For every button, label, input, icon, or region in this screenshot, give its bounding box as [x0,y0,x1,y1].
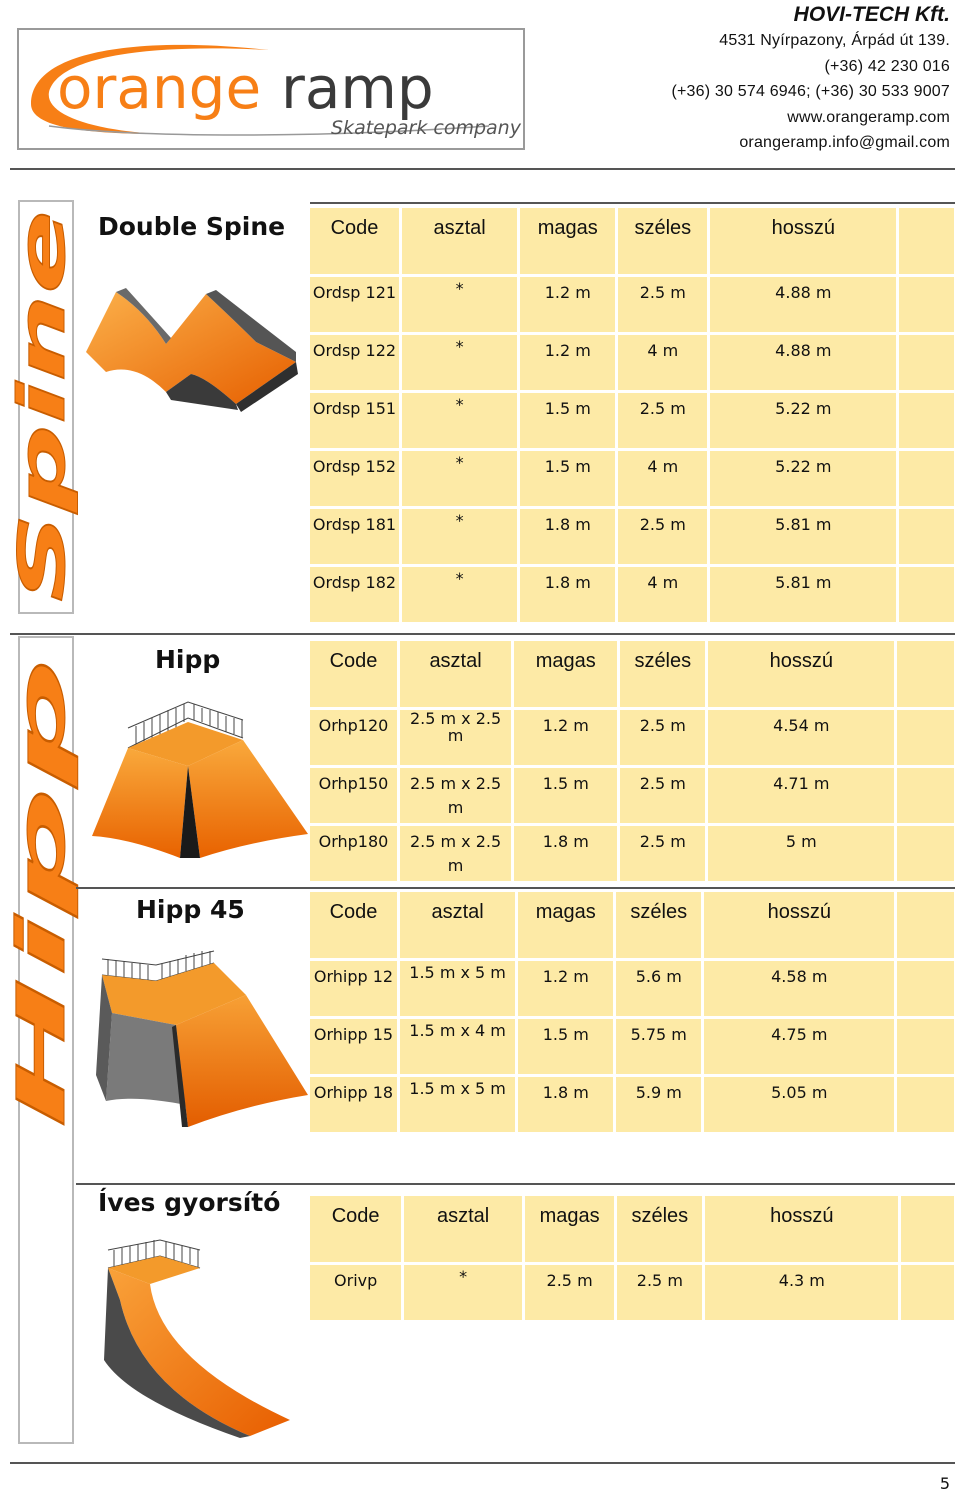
cell-hosszu: 4.3 m [705,1265,898,1320]
cell-asztal: 2.5 m x 2.5 m [400,710,511,765]
cell-magas: 2.5 m [525,1265,614,1320]
cell-szeles: 2.5 m [617,1265,702,1320]
cell-magas: 1.2 m [514,710,617,765]
cell-magas: 1.2 m [518,961,613,1016]
cell-magas: 1.5 m [520,451,615,506]
cell-code: Ordsp 181 [310,509,399,564]
header-divider [10,168,955,170]
table-row [310,335,954,390]
logo-text-orange: orange [57,54,262,122]
cell-magas: 1.8 m [520,567,615,622]
col-header-magas: magas [525,1196,614,1262]
empty-cell [899,277,954,332]
section-title-double-spine: Double Spine [98,212,286,241]
cell-code: Orhipp 18 [310,1077,397,1132]
col-header-asztal: asztal [402,208,517,274]
empty-cell [899,509,954,564]
cell-asztal: 1.5 m x 5 m [400,1077,515,1132]
logo-text-ramp: ramp [281,54,434,122]
table-row [310,277,954,332]
empty-cell [899,208,954,274]
cell-hosszu: 5 m [708,826,894,881]
col-header-asztal: asztal [400,892,515,958]
empty-cell [899,567,954,622]
cell-magas: 1.2 m [520,277,615,332]
col-header-asztal: asztal [400,641,511,707]
table-row [310,710,954,765]
section-divider [76,1183,955,1185]
empty-cell [899,451,954,506]
company-phone-1: (+36) 42 230 016 [824,57,950,75]
cell-szeles: 2.5 m [620,710,705,765]
cell-asztal: * [402,509,517,564]
table-header-row [310,1196,954,1262]
table-header-row [310,641,954,707]
empty-cell [897,710,954,765]
cell-magas: 1.5 m [518,1019,613,1074]
col-header-hosszu: hosszú [708,641,894,707]
cell-szeles: 2.5 m [620,826,705,881]
table-row [310,567,954,622]
cell-hosszu: 4.71 m [708,768,894,823]
page-number: 5 [939,1474,950,1493]
cell-szeles: 4 m [618,335,707,390]
cell-code: Orivp [310,1265,401,1320]
cell-hosszu: 5.05 m [704,1077,894,1132]
side-label-spine [6,200,80,614]
cell-hosszu: 4.88 m [710,277,896,332]
empty-cell [901,1196,954,1262]
table-ives-gyorsito [307,1193,957,1323]
hipp-45-image [96,955,310,1133]
empty-cell [899,335,954,390]
ives-gyorsito-image [100,1240,290,1440]
empty-cell [901,1265,954,1320]
company-name: HOVI-TECH Kft. [793,3,950,26]
table-row [310,826,954,881]
cell-hosszu: 4.58 m [704,961,894,1016]
cell-code: Orhipp 12 [310,961,397,1016]
table-row [310,768,954,823]
col-header-szeles: széles [617,1196,702,1262]
col-header-code: Code [310,208,399,274]
company-website[interactable]: www.orangeramp.com [787,108,950,126]
table-row [310,1019,954,1074]
col-header-hosszu: hosszú [705,1196,898,1262]
cell-asztal: 2.5 m x 2.5 m [400,768,511,823]
cell-magas: 1.8 m [514,826,617,881]
cell-asztal: * [402,277,517,332]
cell-asztal: 1.5 m x 5 m [400,961,515,1016]
empty-cell [899,393,954,448]
col-header-hosszu: hosszú [710,208,896,274]
col-header-code: Code [310,641,397,707]
cell-hosszu: 4.88 m [710,335,896,390]
cell-hosszu: 5.22 m [710,451,896,506]
cell-code: Orhp180 [310,826,397,881]
logo [17,28,525,150]
section-title-ives-gyorsito: Íves gyorsító [98,1188,281,1217]
cell-asztal: * [402,451,517,506]
empty-cell [897,961,954,1016]
cell-magas: 1.2 m [520,335,615,390]
table-row [310,1077,954,1132]
col-header-szeles: széles [620,641,705,707]
cell-code: Ordsp 152 [310,451,399,506]
table-header-row [310,208,954,274]
cell-szeles: 5.9 m [616,1077,701,1132]
double-spine-image [86,282,308,414]
table-row [310,393,954,448]
cell-szeles: 4 m [618,451,707,506]
cell-hosszu: 5.81 m [710,567,896,622]
table-row [310,509,954,564]
section-divider [310,202,955,204]
empty-cell [897,1077,954,1132]
cell-code: Ordsp 182 [310,567,399,622]
table-hipp-45 [307,889,957,1135]
cell-szeles: 2.5 m [618,277,707,332]
logo-tagline: Skatepark company [331,117,521,139]
cell-code: Ordsp 122 [310,335,399,390]
col-header-asztal: asztal [404,1196,522,1262]
cell-magas: 1.5 m [514,768,617,823]
cell-asztal: * [402,567,517,622]
empty-cell [897,1019,954,1074]
empty-cell [897,892,954,958]
table-header-row [310,892,954,958]
cell-szeles: 5.75 m [616,1019,701,1074]
cell-asztal: * [402,335,517,390]
table-hipp [307,638,957,884]
cell-code: Orhp120 [310,710,397,765]
table-row [310,451,954,506]
side-label-spine-text: Spine [6,399,80,602]
col-header-hosszu: hosszú [704,892,894,958]
company-address: 4531 Nyírpazony, Árpád út 139. [719,32,950,49]
side-label-hipp [3,636,80,1444]
table-double-spine [307,205,957,625]
footer-divider [10,1462,955,1464]
cell-magas: 1.5 m [520,393,615,448]
cell-hosszu: 4.75 m [704,1019,894,1074]
company-email[interactable]: orangeramp.info@gmail.com [739,134,950,151]
cell-magas: 1.8 m [520,509,615,564]
col-header-szeles: széles [616,892,701,958]
table-row [310,961,954,1016]
company-info [671,2,950,156]
cell-szeles: 2.5 m [618,509,707,564]
table-row [310,1265,954,1320]
cell-asztal: 1.5 m x 4 m [400,1019,515,1074]
cell-asztal: 2.5 m x 2.5 m [400,826,511,881]
cell-code: Orhp150 [310,768,397,823]
cell-code: Ordsp 151 [310,393,399,448]
empty-cell [897,768,954,823]
col-header-szeles: széles [618,208,707,274]
cell-szeles: 2.5 m [620,768,705,823]
col-header-magas: magas [514,641,617,707]
section-divider [10,633,955,635]
empty-cell [897,826,954,881]
orangeramp-logo [19,30,523,148]
col-header-code: Code [310,892,397,958]
section-title-hipp: Hipp [155,645,221,674]
cell-asztal: * [402,393,517,448]
col-header-magas: magas [520,208,615,274]
section-title-hipp-45: Hipp 45 [136,895,245,924]
cell-code: Orhipp 15 [310,1019,397,1074]
cell-szeles: 2.5 m [618,393,707,448]
cell-hosszu: 4.54 m [708,710,894,765]
cell-hosszu: 5.81 m [710,509,896,564]
side-label-hipp-text: Hipp [3,955,80,1128]
cell-hosszu: 5.22 m [710,393,896,448]
cell-magas: 1.8 m [518,1077,613,1132]
cell-szeles: 4 m [618,567,707,622]
empty-cell [897,641,954,707]
company-phone-2: (+36) 30 574 6946; (+36) 30 533 9007 [671,83,950,100]
cell-szeles: 5.6 m [616,961,701,1016]
col-header-magas: magas [518,892,613,958]
cell-asztal: * [404,1265,522,1320]
col-header-code: Code [310,1196,401,1262]
hipp-image [88,708,310,868]
cell-code: Ordsp 121 [310,277,399,332]
